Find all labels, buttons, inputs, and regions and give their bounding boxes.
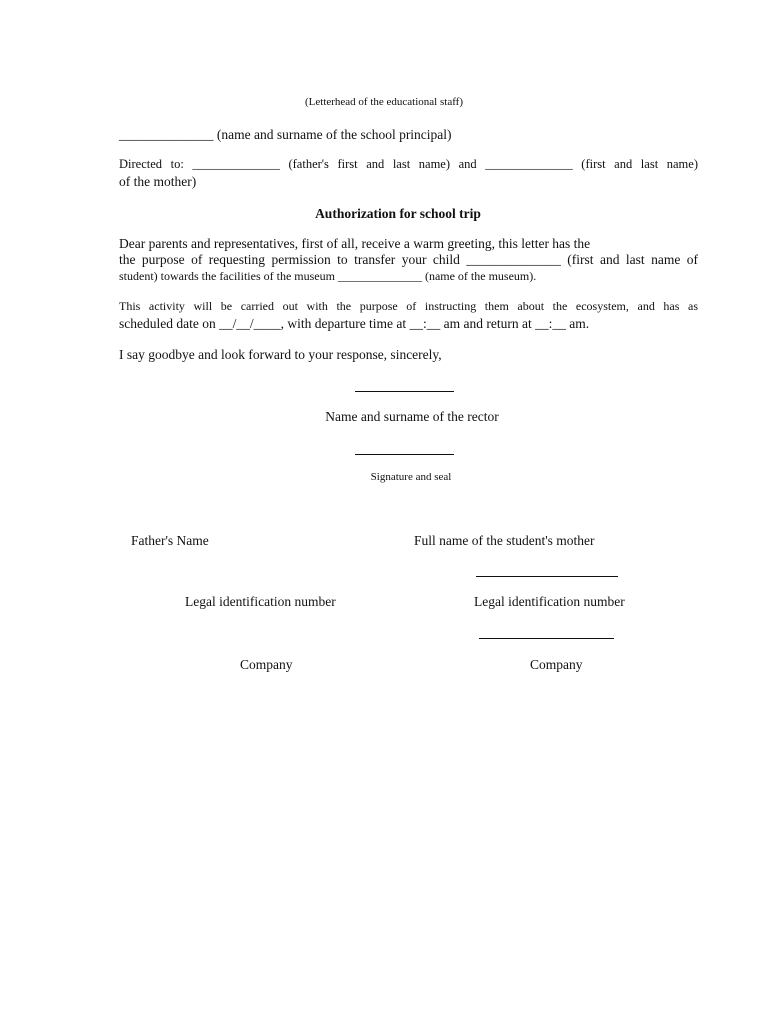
mother-id-label: Legal identification number (474, 594, 625, 609)
closing-line: I say goodbye and look forward to your response, sincerely, (119, 347, 442, 362)
signature-seal-label: Signature and seal (370, 471, 452, 483)
directed-to-line-2: of the mother) (119, 174, 197, 189)
mother-company-label: Company (530, 657, 583, 672)
fathers-name-label: Father's Name (131, 533, 209, 548)
father-company-label: Company (240, 657, 293, 672)
mother-id-line (479, 638, 614, 639)
mothers-name-label: Full name of the student's mother (414, 533, 595, 548)
letterhead-text: (Letterhead of the educational staff) (305, 96, 463, 108)
principal-line: ______________ (name and surname of the school principal) (119, 127, 452, 142)
mother-signature-line (476, 576, 618, 577)
rector-signature-line (355, 391, 454, 392)
father-id-label: Legal identification number (185, 594, 336, 609)
seal-signature-line (355, 454, 454, 455)
paragraph-1-line-1: Dear parents and representatives, first of all, receive a warm greeting, this letter has the (119, 236, 591, 251)
directed-to-line-1: Directed to: ______________ (father's first and last name) and ______________ (first and last name) (119, 157, 698, 171)
paragraph-2-line-1: This activity will be carried out with the purpose of instructing them about the ecosystem, and has as (119, 299, 698, 313)
document-title: Authorization for school trip (315, 206, 481, 221)
paragraph-1-line-2: the purpose of requesting permission to transfer your child ______________ (first and last name of (119, 252, 698, 267)
rector-label: Name and surname of the rector (325, 409, 499, 424)
paragraph-1-line-3: student) towards the facilities of the museum ______________ (name of the museum). (119, 269, 537, 283)
paragraph-2-line-2: scheduled date on __/__/____, with departure time at __:__ am and return at __:__ am. (119, 316, 590, 331)
